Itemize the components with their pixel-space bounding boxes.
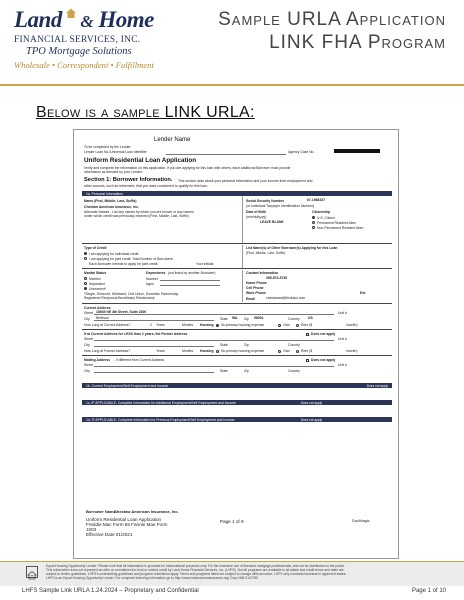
home-phone-value: 355-873-5745 xyxy=(266,276,288,280)
row-rule-5 xyxy=(82,355,392,356)
section-1c-bar xyxy=(82,400,392,405)
section-1d-dna: Does not apply xyxy=(300,417,322,422)
radio-own[interactable] xyxy=(278,324,281,327)
radio-married[interactable] xyxy=(84,277,87,280)
former-street-line xyxy=(94,340,334,341)
logo-tpo: TPO Mortgage Solutions xyxy=(26,46,132,57)
mailing-dna-label: Does not apply xyxy=(311,358,336,362)
ssn-label: Social Security Number xyxy=(246,199,285,203)
radio-separated[interactable] xyxy=(84,282,87,285)
logo-home: Home xyxy=(98,7,154,32)
email-value: chectawsai@frinksko.com xyxy=(266,296,306,300)
former-per-month-label: /month) xyxy=(346,349,358,353)
rent-label: Rent ($ xyxy=(301,323,313,327)
radio-us-citizen[interactable] xyxy=(312,216,315,219)
footer-form-2: Freddie Mac Form 65 Fannie Mae Form xyxy=(86,522,168,527)
former-years-label: Years xyxy=(156,349,165,353)
radio-former-no-housing[interactable] xyxy=(216,350,219,353)
former-unit-label: Unit # xyxy=(338,337,347,341)
how-long-former-label: How Long at Former Address? xyxy=(84,349,130,353)
joint-credit-label: I am applying for joint credit. Total Number of Borrowers: xyxy=(89,256,174,261)
dob-value: LEAVE BLANK xyxy=(260,220,284,224)
former-zip-label: Zip xyxy=(244,343,249,347)
name-value: Chectaw American Insurance, Inc. xyxy=(84,205,139,209)
title-line-1: Sample URLA Application xyxy=(218,9,446,30)
mailing-street-line xyxy=(94,366,334,367)
cell-phone-label: Cell Phone xyxy=(246,286,264,290)
how-long-label: How Long at Current Address? xyxy=(84,323,131,327)
disclaimer-text xyxy=(46,564,450,580)
country-value: US xyxy=(308,316,313,320)
mailing-note: - if different from Current Address xyxy=(114,358,165,362)
mailing-unit-label: Unit # xyxy=(338,363,347,367)
alt-names-1: Alternate Names - List any names by which you are known or any names xyxy=(84,210,194,214)
house-icon xyxy=(65,0,77,12)
radio-individual-credit[interactable] xyxy=(84,252,87,255)
mailing-label: Mailing Address xyxy=(84,358,111,362)
radio-unmarried[interactable] xyxy=(84,287,87,290)
itin-label: (or Individual Taxpayer Identification Number) xyxy=(246,204,315,208)
header-divider xyxy=(0,84,464,86)
logo-tagline: Wholesale • Correspondent • Fulfillment xyxy=(14,60,154,70)
former-address-label: If at Current Address for LESS than 2 years, list Former Address xyxy=(84,332,188,336)
footer-page-number: Page 1 of 10 xyxy=(411,588,446,594)
former-city-line xyxy=(94,346,214,347)
separated-label: Separated xyxy=(89,281,105,286)
former-dna-label: Does not apply xyxy=(311,332,336,336)
borrower-name-label: Borrower Name: xyxy=(86,509,118,514)
months-label: Months xyxy=(182,323,194,327)
disclaimer-line-1: Equal Housing Opportunity Lender. Please note that all information is provided for informational purposes only. For the exclusive use of licensed mortgage professionals, and not for distribution to the public. xyxy=(46,564,346,568)
citizenship-label: Citizenship xyxy=(312,210,331,214)
type-credit-label: Type of Credit xyxy=(84,246,107,250)
completed-by-label: To be completed by the Lender: xyxy=(84,145,132,149)
former-city-label: City xyxy=(84,343,90,347)
col-divider-2 xyxy=(242,245,243,268)
current-address-label: Current Address xyxy=(84,306,111,310)
alt-names-2: under which credit was previously received (First, Middle, Last, Suffix) xyxy=(84,214,189,218)
title-line-2: LINK FHA Program xyxy=(269,32,446,53)
radio-perm-resident[interactable] xyxy=(312,221,315,224)
state-value: WA xyxy=(232,316,238,320)
section-1a-label: 1a. Personal Information xyxy=(86,191,123,196)
row-rule-3 xyxy=(82,303,392,304)
name-label: Name (First, Middle, Last, Suffix) xyxy=(84,199,137,203)
footer-doc-id: LHFS Sample Link URLA 1.24.2024 – Proprietary and Confidential xyxy=(22,588,199,594)
former-state-label: State xyxy=(220,343,228,347)
former-country-label: Country xyxy=(288,343,300,347)
footer-form-3: 1003 xyxy=(86,527,97,532)
checkbox-mailing-dna[interactable] xyxy=(306,359,309,362)
perm-resident-label: Permanent Resident Alien xyxy=(317,220,357,225)
dep-ages-line xyxy=(160,285,220,286)
mailing-zip-label: Zip xyxy=(244,369,249,373)
per-month-label: /month) xyxy=(346,323,358,327)
loan-no-line xyxy=(166,154,286,155)
section-1d-bar xyxy=(82,417,392,422)
street-value: 18945 NE 4th Street, Suite 2300 xyxy=(96,310,147,314)
radio-former-own[interactable] xyxy=(278,350,281,353)
section-1d-label: 1d. IF APPLICABLE, Complete Information for Previous Employment/Self Employment and Income xyxy=(86,417,235,422)
ext-label: Ext. xyxy=(360,291,367,295)
street-label: Street xyxy=(84,311,94,315)
col-divider-3 xyxy=(242,270,243,302)
former-street-label: Street xyxy=(84,337,94,341)
disclaimer-line-3: subject to lender guidelines. LHFS's underwriting guidelines and program restrictions apply. Terms and programs listed are subject to change without notice. LHFS only conducts business in approved states. xyxy=(46,572,347,576)
borrower-name-value: Chectaw American Insurance, Inc. xyxy=(114,509,179,514)
footer-form-4: Effective Date 01/2021 xyxy=(86,532,133,537)
logo-financial: FINANCIAL SERVICES, INC. xyxy=(14,35,141,45)
mailing-street-label: Street xyxy=(84,363,94,367)
us-citizen-label: U.S. Citizen xyxy=(317,215,335,220)
disclaimer-line-2: This information does not represent an offer or commitment to lend or extend credit by Land Home Financial Services, Inc. (LHFS). Not all programs are available in all states and credit terms and rates are xyxy=(46,568,344,572)
row-rule-1 xyxy=(82,243,392,244)
logo-wordmark xyxy=(14,8,164,34)
marital-label: Marital Status xyxy=(84,271,107,275)
email-label: Email xyxy=(246,297,256,301)
ssn-value: 67-1968337 xyxy=(307,198,326,202)
section1-desc-2: other sources, such as retirement, that you want considered to qualify for this loan. xyxy=(84,184,208,188)
form-page-of: Page 1 of 9 xyxy=(220,519,244,524)
zip-label: Zip xyxy=(244,317,249,321)
section1-desc-1: This section asks about your personal information and your income from employment and xyxy=(178,179,313,183)
home-phone-label: Home Phone xyxy=(246,281,267,285)
section1-title: Section 1: Borrower Information. xyxy=(84,177,173,183)
row-rule-2 xyxy=(82,268,392,269)
mailing-state-label: State xyxy=(220,369,228,373)
section-1c-label: 1c. IF APPLICABLE, Complete Information for Additional Employment/Self Employment and Income xyxy=(86,400,236,405)
street-line xyxy=(94,314,334,315)
former-rent-label: Rent ($ xyxy=(301,349,313,353)
contact-label: Contact Information xyxy=(246,271,279,275)
radio-former-rent[interactable] xyxy=(296,350,299,353)
own-label: Own xyxy=(283,323,290,327)
verify-text-2: information as directed by your Lender. xyxy=(84,170,143,174)
radio-joint-credit[interactable] xyxy=(84,257,87,260)
former-no-housing-label: No primary housing expense xyxy=(221,349,265,353)
logo-amp: & xyxy=(80,12,94,31)
country-label: Country xyxy=(288,317,300,321)
married-label: Married xyxy=(89,276,101,281)
page-header xyxy=(0,0,464,84)
docmagic-logo: DocMagic xyxy=(352,518,370,523)
nonperm-resident-label: Non-Permanent Resident Alien xyxy=(317,225,364,230)
other-borrowers-hint: (First, Middle, Last, Suffix) xyxy=(246,251,286,255)
city-line xyxy=(94,320,214,321)
radio-nonperm-resident[interactable] xyxy=(312,226,315,229)
no-housing-label: No primary housing expense xyxy=(221,323,265,327)
dob-hint: (mm/dd/yyyy) xyxy=(246,215,267,219)
section-1b-bar xyxy=(82,383,392,388)
mailing-country-label: Country xyxy=(288,369,300,373)
state-label: State xyxy=(220,317,228,321)
dep-number-label: Number xyxy=(146,277,159,281)
disclaimer-line-4: LHFS is an Equal Housing Opportunity Lender. For complete licensing information go to http://www.nmlsconsumeraccess.org/ Corp NMLS #2789. xyxy=(46,576,259,580)
section-1a-bar xyxy=(82,191,392,196)
radio-no-housing[interactable] xyxy=(216,324,219,327)
city-value: Bellevue xyxy=(96,316,110,320)
agency-case-label: Agency Case No. xyxy=(288,150,315,154)
section-heading: Below is a sample LINK URLA: xyxy=(36,104,255,121)
section-1b-label: 1b. Current Employment/Self-Employment and Income xyxy=(86,383,169,388)
checkbox-former-dna[interactable] xyxy=(306,333,309,336)
radio-rent[interactable] xyxy=(296,324,299,327)
dependents-label: Dependents xyxy=(146,271,166,275)
equal-housing-icon xyxy=(26,566,38,578)
dob-label: Date of Birth xyxy=(246,210,267,214)
mailing-city-line xyxy=(94,372,214,373)
unmarried-label: Unmarried* xyxy=(89,286,107,291)
agency-case-value xyxy=(334,149,380,153)
individual-credit-label: I am applying for individual credit. xyxy=(89,251,140,256)
company-logo xyxy=(14,8,164,70)
unmarried-note-2: Registered Reciprocal Beneficiary Relationship xyxy=(84,296,155,300)
dependents-note: (not listed by another Borrower) xyxy=(168,271,216,275)
former-housing-label: Housing xyxy=(200,349,214,353)
mailing-city-label: City xyxy=(84,369,90,373)
form-title: Uniform Residential Loan Application xyxy=(84,157,197,164)
row-rule-4 xyxy=(82,329,392,330)
housing-label: Housing xyxy=(200,323,214,327)
dep-ages-label: Ages xyxy=(146,282,154,286)
dep-number-line xyxy=(160,280,220,281)
work-phone-label: Work Phone xyxy=(246,291,266,295)
each-borrower-label: Each Borrower intends to apply for joint credit. xyxy=(89,262,159,266)
other-borrowers-label: List Name(s) of Other Borrower(s) Applying for this Loan xyxy=(246,246,338,250)
section-1b-dna: Does not apply xyxy=(366,383,388,388)
lender-name: Lender Name xyxy=(154,137,191,143)
col-divider xyxy=(242,196,243,243)
loan-no-label: Lender Loan No./Universal Loan Identifier xyxy=(84,150,147,154)
section-1c-dna: Does not apply xyxy=(300,400,322,405)
your-initials-label: Your initials: xyxy=(196,262,215,266)
former-months-label: Months xyxy=(182,349,194,353)
logo-land: Land xyxy=(14,7,62,32)
urla-form-preview xyxy=(73,129,399,559)
zip-value: 98004 xyxy=(254,316,264,320)
document-title xyxy=(218,8,446,54)
unmarried-note-1: *Single, Divorced, Widowed, Civil Union, Domestic Partnership, xyxy=(84,292,180,296)
how-long-years: 2 xyxy=(150,323,152,327)
unit-label: Unit # xyxy=(338,311,347,315)
city-label: City xyxy=(84,317,90,321)
footer-form-1: Uniform Residential Loan Application xyxy=(86,517,162,522)
years-label: Years xyxy=(156,323,165,327)
verify-text-1: Verify and complete the information on this application. If you are applying for this loan with others, each additional Borrower must provide xyxy=(84,166,291,170)
former-own-label: Own xyxy=(283,349,290,353)
